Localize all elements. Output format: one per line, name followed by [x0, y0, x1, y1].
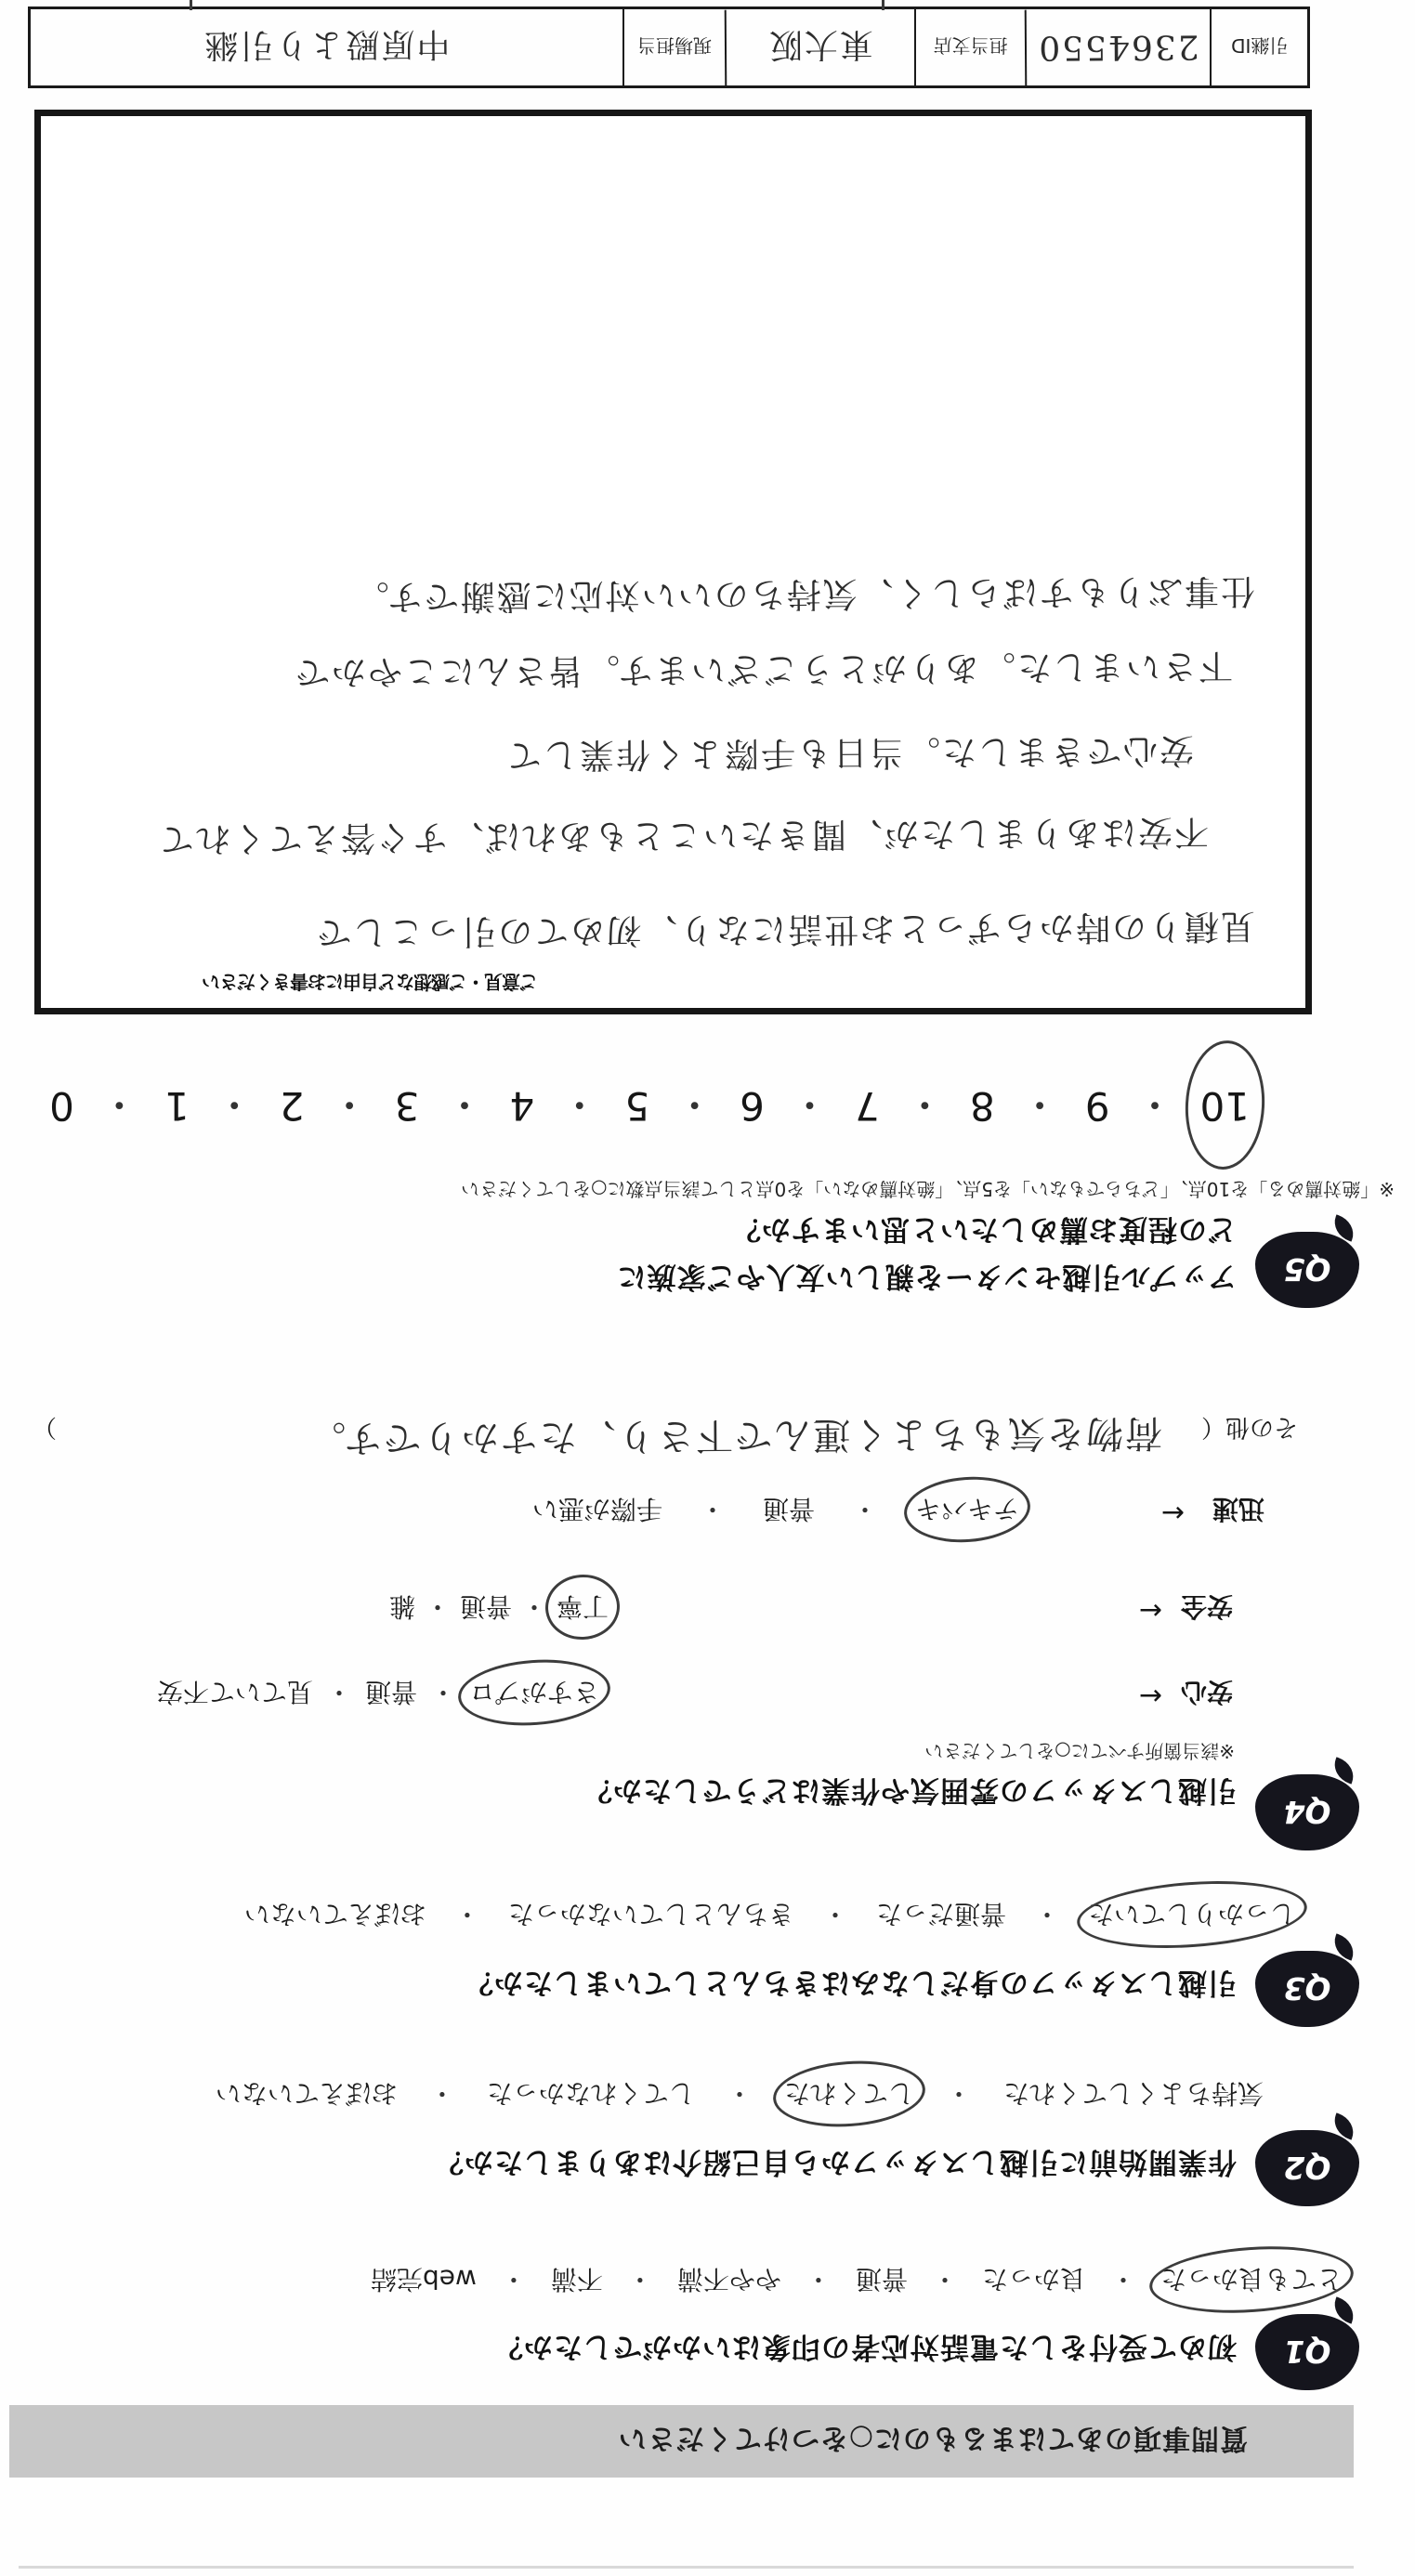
q1-option: 普通 — [855, 2264, 908, 2295]
q1-question-text: 初めて受付をした電話対応者の印象はいかがでしたか？ — [493, 2330, 1237, 2363]
nps-score: 0 — [49, 1083, 74, 1130]
comment-handwritten-line: 安心できました。当日も手際よく作業して — [504, 730, 1195, 776]
q4-option: 普通 — [364, 1677, 417, 1707]
q4-bubble-label: Q4 — [1283, 1794, 1331, 1831]
nps-score-selected: 10 — [1199, 1083, 1250, 1130]
q4-option-selected: さすがプロ — [469, 1675, 599, 1712]
q2-option: してくれなかった — [486, 2078, 695, 2109]
separator-dot: ・ — [99, 1081, 139, 1127]
instruction-bar-text: 質問事項のあてはまるものに○をつけてください — [617, 2422, 1248, 2454]
q4-option: 普通 — [762, 1494, 815, 1524]
q2-bubble-icon — [1255, 2130, 1359, 2206]
separator-dot: ・ — [1033, 1899, 1060, 1929]
q4-row-label: 安心 — [1180, 1677, 1233, 1707]
separator-dot: ・ — [500, 2264, 527, 2295]
separator-dot: ・ — [215, 1081, 255, 1127]
q4-question-text: 引越しスタッフの雰囲気や作業はどうでしたか？ — [583, 1773, 1237, 1807]
q3-bubble-icon — [1255, 1951, 1359, 2027]
q2-option-selected: してくれた — [784, 2076, 914, 2113]
q4-option: 手際が悪い — [531, 1494, 662, 1524]
q3-question-text: 引越しスタッフの身だしなみはきちんとしていましたか？ — [464, 1966, 1237, 1999]
q3-option-selected: しっかりしていた — [1088, 1897, 1296, 1934]
separator-dot: ・ — [790, 1081, 830, 1127]
separator-dot: ・ — [1020, 1081, 1060, 1127]
separator-dot: ・ — [520, 1591, 547, 1622]
q4-option-selected: テキパキ — [915, 1492, 1019, 1529]
nps-score: 3 — [394, 1083, 420, 1130]
separator-dot: ・ — [1109, 2264, 1136, 2295]
q3-answer-row — [244, 1897, 1296, 1934]
comment-box — [34, 110, 1312, 1014]
comment-box-heading: ご意見・ご感想など自由にお書きください — [203, 971, 538, 993]
q3-option: きちんとしていなかった — [507, 1899, 794, 1929]
q5-bubble-icon — [1255, 1232, 1359, 1308]
q5-nps-scale — [49, 1079, 1250, 1134]
q4-other-close-paren: ） — [32, 1413, 57, 1441]
separator-dot: ・ — [424, 1591, 451, 1622]
q4-option-selected: 丁寧 — [557, 1589, 609, 1627]
handover-id-label: 引継ID — [1210, 9, 1307, 85]
q4-bubble-icon — [1255, 1774, 1359, 1850]
pen-tick-mark — [190, 0, 192, 10]
left-arrow-icon: ← — [1160, 1497, 1185, 1529]
q2-bubble-label: Q2 — [1283, 2150, 1331, 2187]
comment-handwritten-line: 見積りの時からずっとお世話になり、初めての引っこしで — [315, 906, 1256, 953]
q1-option: 不満 — [550, 2264, 603, 2295]
q1-answer-row — [371, 2262, 1343, 2299]
q4-row-options — [532, 1492, 1019, 1529]
q2-question-text: 作業開始前に引越しスタッフから自己紹介はありましたか？ — [434, 2145, 1237, 2178]
nps-score: 8 — [969, 1083, 995, 1130]
instruction-bar — [9, 2405, 1354, 2478]
q3-option: おぼえていない — [243, 1899, 426, 1929]
separator-dot: ・ — [1134, 1081, 1174, 1127]
separator-dot: ・ — [325, 1677, 352, 1707]
nps-score: 2 — [279, 1083, 305, 1130]
q2-answer-row — [216, 2076, 1264, 2113]
separator-dot: ・ — [428, 2078, 455, 2109]
q4-other-handwritten-answer: 荷物を気もちよく運んで下さり、たすかりです。 — [307, 1410, 1163, 1460]
site-manager-label: 現場担当 — [622, 9, 725, 85]
comment-handwritten-line: 仕事ぶりもすばらしく、気持ちのいい対応に感謝です。 — [352, 570, 1256, 618]
separator-dot: ・ — [931, 2264, 958, 2295]
left-arrow-icon: ← — [1138, 1594, 1162, 1627]
nps-score: 7 — [855, 1083, 880, 1130]
q5-bubble-label: Q5 — [1283, 1251, 1331, 1288]
separator-dot: ・ — [699, 1494, 726, 1524]
q4-row-options — [157, 1675, 599, 1712]
nps-score: 6 — [740, 1083, 765, 1130]
separator-dot: ・ — [805, 2264, 832, 2295]
separator-dot: ・ — [429, 1677, 456, 1707]
q5-question-line1: アップル引越センターを親しい友人やご家族に — [616, 1260, 1237, 1293]
pen-tick-mark — [882, 0, 884, 10]
separator-dot: ・ — [559, 1081, 599, 1127]
q2-option: 気持ちよくしてくれた — [1002, 2078, 1264, 2109]
scan-edge-line — [19, 2566, 1354, 2569]
separator-dot: ・ — [626, 2264, 653, 2295]
separator-dot: ・ — [726, 2078, 753, 2109]
q4-option: 雑 — [388, 1591, 415, 1622]
nps-score: 9 — [1084, 1083, 1110, 1130]
comment-handwritten-line: 下さいました。ありがとうございます。皆さんにこやかで — [293, 646, 1234, 693]
q3-bubble-label: Q3 — [1283, 1970, 1331, 2007]
separator-dot: ・ — [675, 1081, 714, 1127]
q4-other-label: その他（ — [1200, 1413, 1298, 1441]
separator-dot: ・ — [453, 1899, 480, 1929]
q4-option: 見ていて不安 — [156, 1677, 313, 1707]
branch-label: 担当支店 — [914, 9, 1025, 85]
nps-score: 5 — [624, 1083, 650, 1130]
handover-table — [28, 7, 1310, 88]
q4-row-jinsoku — [0, 1471, 1415, 1529]
q5-scoring-note: ※「絶対薦める」を10点、「どちらでもない」を5点、「絶対薦めない」を0点として該当点数に○をしてください — [461, 1178, 1395, 1200]
left-arrow-icon: ← — [1138, 1680, 1162, 1712]
comment-handwritten-line: 不安はありましたが、聞きたいこともあれば、すぐ答えてくれて — [157, 812, 1210, 859]
q1-option: web完結 — [370, 2264, 477, 2295]
branch-value: 東大阪 — [724, 8, 914, 85]
separator-dot: ・ — [905, 1081, 945, 1127]
handover-id-value: 2364550 — [1025, 8, 1211, 85]
q1-bubble-icon — [1255, 2314, 1359, 2390]
separator-dot: ・ — [821, 1899, 848, 1929]
separator-dot: ・ — [330, 1081, 370, 1127]
q1-option: 良かった — [981, 2264, 1086, 2295]
separator-dot: ・ — [851, 1494, 878, 1524]
q4-note: ※該当箇所すべてに○をしてください — [924, 1740, 1235, 1762]
separator-dot: ・ — [444, 1081, 484, 1127]
separator-dot: ・ — [945, 2078, 972, 2109]
q2-option: おぼえていない — [215, 2078, 398, 2109]
q3-option: 普通だった — [875, 1899, 1006, 1929]
nps-score: 1 — [164, 1083, 190, 1130]
nps-score: 4 — [509, 1083, 535, 1130]
q1-bubble-label: Q1 — [1283, 2334, 1331, 2371]
q1-option-selected: とても良かった — [1160, 2262, 1343, 2299]
q4-row-label: 迅速 — [1212, 1494, 1264, 1524]
site-manager-value: 中原殿より引継 — [203, 24, 451, 65]
q1-option: やや不満 — [676, 2264, 781, 2295]
q4-row-label: 安全 — [1180, 1591, 1233, 1622]
q4-row-anshin — [0, 1654, 1415, 1712]
q4-row-options — [389, 1589, 609, 1627]
q4-option: 普通 — [459, 1591, 512, 1622]
q5-question-line2: どの程度お薦めしたいと思いますか？ — [731, 1212, 1237, 1246]
q4-row-anzen — [0, 1569, 1415, 1627]
